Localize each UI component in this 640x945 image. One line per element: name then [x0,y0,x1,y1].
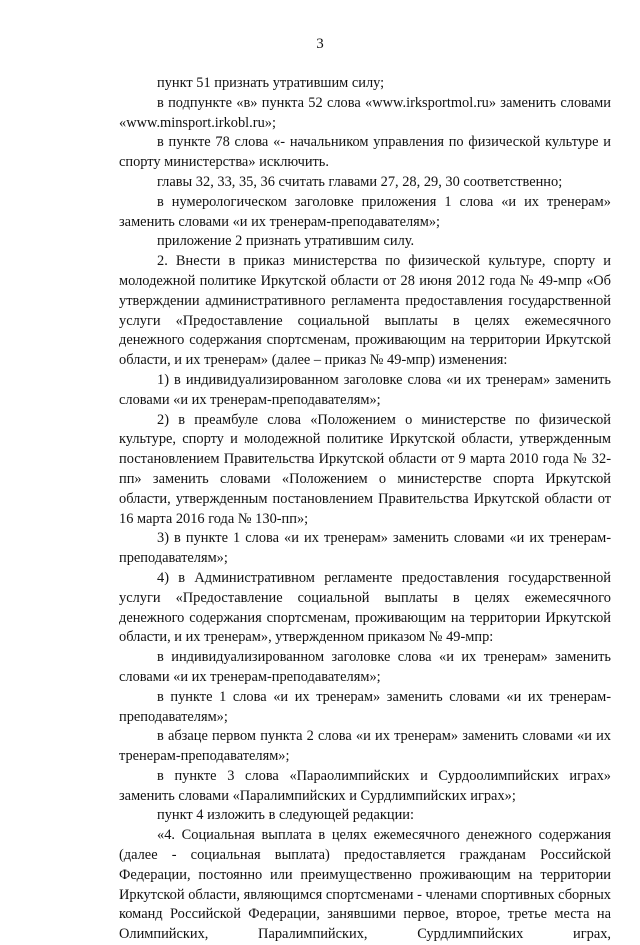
paragraph: приложение 2 признать утратившим силу. [157,233,415,250]
paragraph: в пункте 78 слова «- начальником управления по физической культуре и спорту министерства» исключить. [119,134,611,171]
paragraph: в пункте 3 слова «Параолимпийских и Сурдоолимпийских играх» заменить словами «Паралимпийских и Сурдлимпийских играх»; [119,767,611,804]
paragraph: пункт 4 изложить в следующей редакции: [157,807,414,824]
paragraph: «4. Социальная выплата в целях ежемесячного денежного содержания (далее - социальная выплата) предоставляется гражданам Российской Федерации, постоянно или преимущественно проживающим на территории Иркутской области, являющимся спортсменами - членами спортивных сборных команд Российской Федерации, занявшими первое, второе, третье места на Олимпийских, Паралимпийских, Сурдлимпийских играх, [119,827,611,943]
paragraph: в нумерологическом заголовке приложения 1 слова «и их тренерам» заменить словами «и их тренерам-преподавателям»; [119,193,611,230]
paragraph: в абзаце первом пункта 2 слова «и их тренерам» заменить словами «и их тренерам-преподавателям»; [119,728,611,765]
paragraph: в подпункте «в» пункта 52 слова «www.irksportmol.ru» заменить словами «www.minsport.irkobl.ru»; [119,94,611,131]
paragraph: в индивидуализированном заголовке слова «и их тренерам» заменить словами «и их тренерам-преподавателям»; [119,649,611,685]
paragraph: главы 32, 33, 35, 36 считать главами 27, 28, 29, 30 соответственно; [157,173,563,190]
paragraph: 2. Внести в приказ министерства по физической культуре, спорту и молодежной политике Иркутской области от 28 июня 2012 года № 49-мпр «Об утверждении административного регламента предоставления государственной услуги «Предоставление социальной выплаты в целях ежемесячного денежного содержания спортсменам, проживающим на территории Иркутской области, и их тренерам» (далее – приказ № 49-мпр) изменения: [119,253,611,369]
paragraph: пункт 51 признать утратившим силу; [157,75,385,91]
page-number: 3 [316,36,324,52]
document-body [119,74,611,945]
paragraph: 3) в пункте 1 слова «и их тренерам» заменить словами «и их тренерам-преподавателям»; [119,530,611,567]
paragraph: 1) в индивидуализированном заголовке слова «и их тренерам» заменить словами «и их тренерам-преподавателям»; [119,371,611,408]
paragraph: 4) в Административном регламенте предоставления государственной услуги «Предоставление социальной выплаты в целях ежемесячного денежного содержания спортсменам, проживающим на территории Иркутской области, и их тренерам», утвержденном приказом № 49-мпр: [119,569,611,646]
paragraph: в пункте 1 слова «и их тренерам» заменить словами «и их тренерам-преподавателям»; [119,688,611,725]
paragraph: 2) в преамбуле слова «Положением о министерстве по физической культуре, спорту и молодежной политике Иркутской области, утвержденным постановлением Правительства Иркутской области от 9 марта 2010 года № 32-пп» заменить словами «Положением о министерстве спорта Иркутской области, утвержденным постановлением Правительства Иркутской области от 16 марта 2016 года № 130-пп»; [119,411,611,527]
